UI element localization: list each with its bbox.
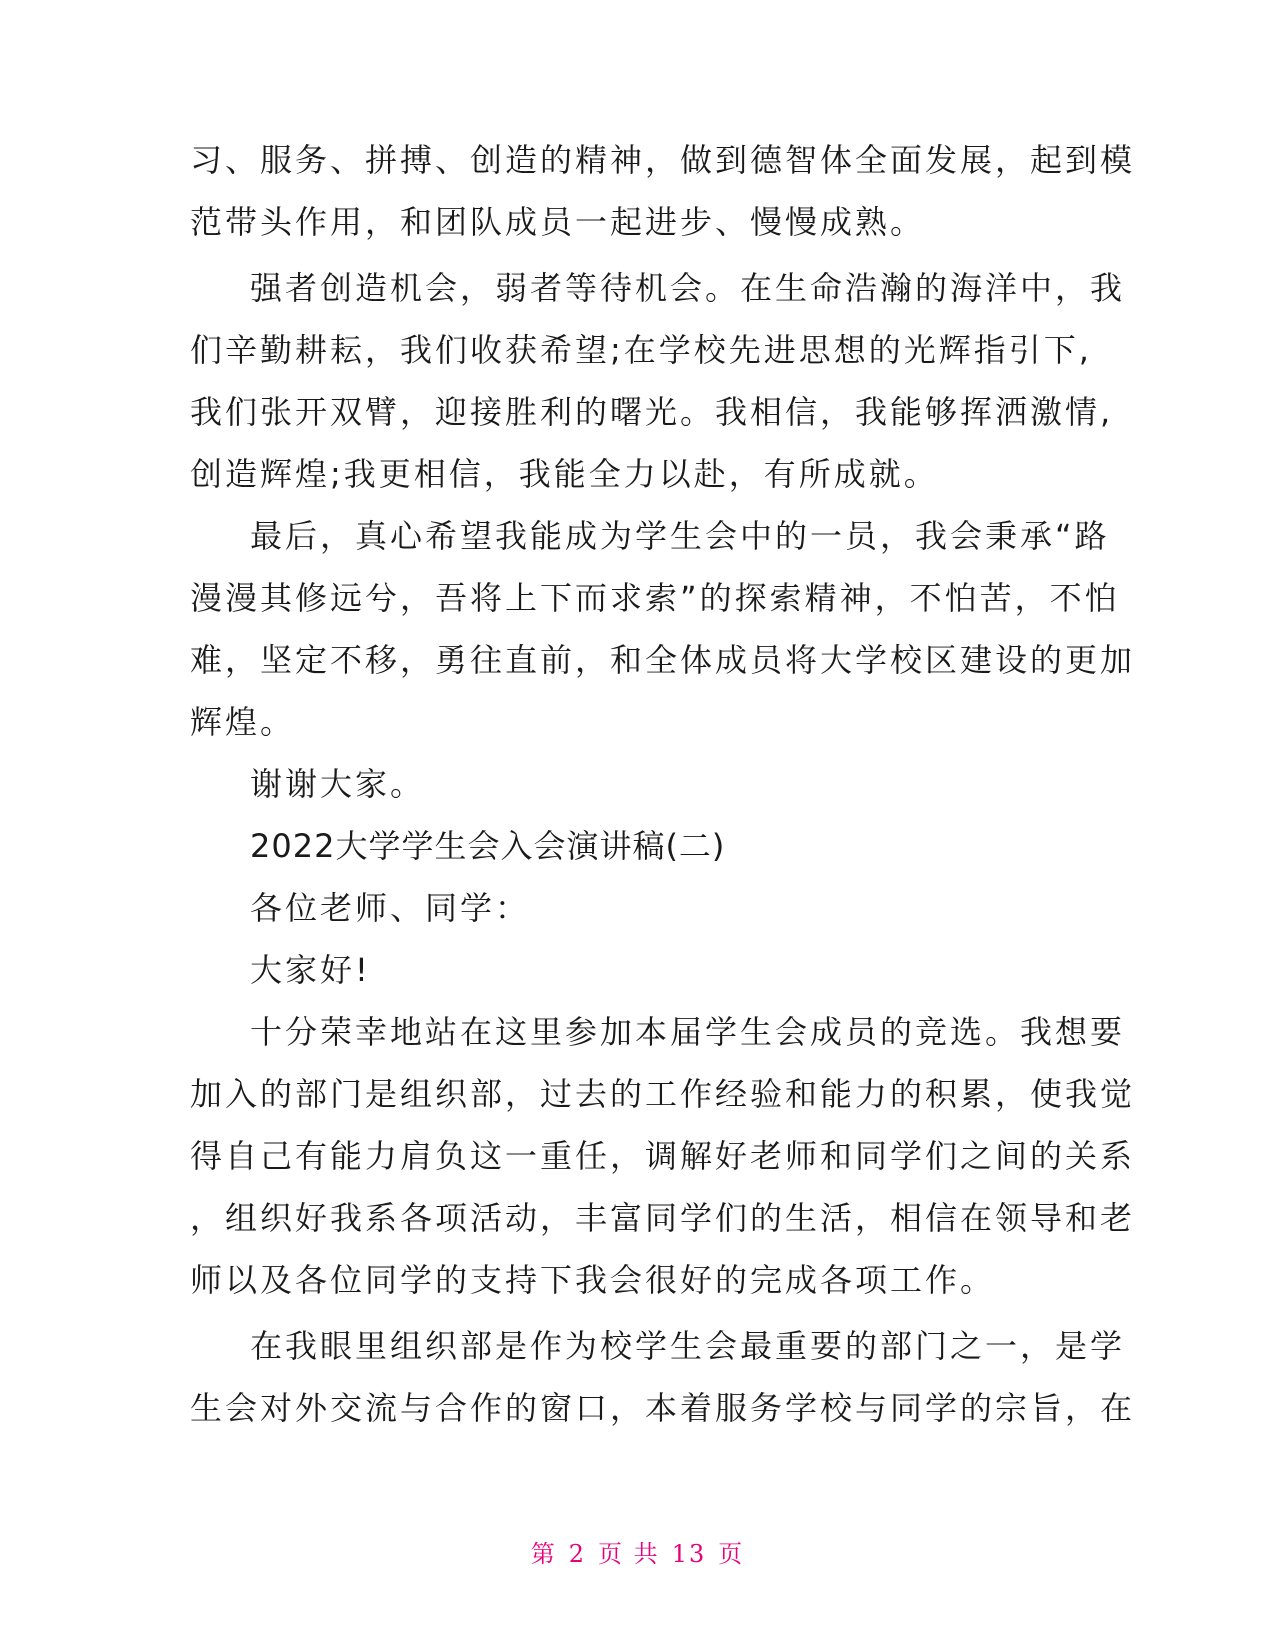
paragraph-start-line: 强者创造机会，弱者等待机会。在生命浩瀚的海洋中，我 xyxy=(250,269,1126,307)
total-page-count: 13 xyxy=(671,1540,707,1568)
footer-prefix: 第 xyxy=(530,1540,557,1568)
footer-suffix: 页 xyxy=(718,1540,745,1568)
section-title: 2022大学学生会入会演讲稿(二) xyxy=(250,827,726,865)
text-line: 生会对外交流与合作的窗口，本着服务学校与同学的宗旨，在 xyxy=(190,1389,1136,1427)
text-line: 创造辉煌;我更相信，我能全力以赴，有所成就。 xyxy=(190,455,939,493)
text-line: 范带头作用，和团队成员一起进步、慢慢成熟。 xyxy=(190,203,926,241)
text-line: 漫漫其修远兮，吾将上下而求索”的探索精神，不怕苦，不怕 xyxy=(190,579,1120,617)
text-line: 我们张开双臂，迎接胜利的曙光。我相信，我能够挥洒激情, xyxy=(190,393,1114,431)
text-line: 们辛勤耕耘，我们收获希望;在学校先进思想的光辉指引下, xyxy=(190,331,1092,369)
text-line: 师以及各位同学的支持下我会很好的完成各项工作。 xyxy=(190,1261,996,1299)
paragraph-start-line: 在我眼里组织部是作为校学生会最重要的部门之一，是学 xyxy=(250,1327,1126,1365)
text-line: 得自己有能力肩负这一重任，调解好老师和同学们之间的关系 xyxy=(190,1137,1136,1175)
page-footer xyxy=(0,1534,1275,1569)
text-line: 加入的部门是组织部，过去的工作经验和能力的积累，使我觉 xyxy=(190,1075,1136,1113)
text-line: 辉煌。 xyxy=(190,703,296,741)
paragraph-start-line: 最后，真心希望我能成为学生会中的一员，我会秉承“路 xyxy=(250,517,1110,555)
paragraph-start-line: 谢谢大家。 xyxy=(250,765,426,803)
text-line: ，组织好我系各项活动，丰富同学们的生活，相信在领导和老 xyxy=(190,1199,1136,1237)
paragraph-start-line: 十分荣幸地站在这里参加本届学生会成员的竞选。我想要 xyxy=(250,1013,1126,1051)
footer-middle: 页 共 xyxy=(598,1540,660,1568)
text-line: 难，坚定不移，勇往直前，和全体成员将大学校区建设的更加 xyxy=(190,641,1136,679)
salutation-line: 各位老师、同学： xyxy=(250,889,531,927)
current-page-number: 2 xyxy=(568,1540,587,1568)
text-line: 习、服务、拼搏、创造的精神，做到德智体全面发展，起到模 xyxy=(190,141,1136,179)
greeting-line: 大家好! xyxy=(250,951,371,989)
